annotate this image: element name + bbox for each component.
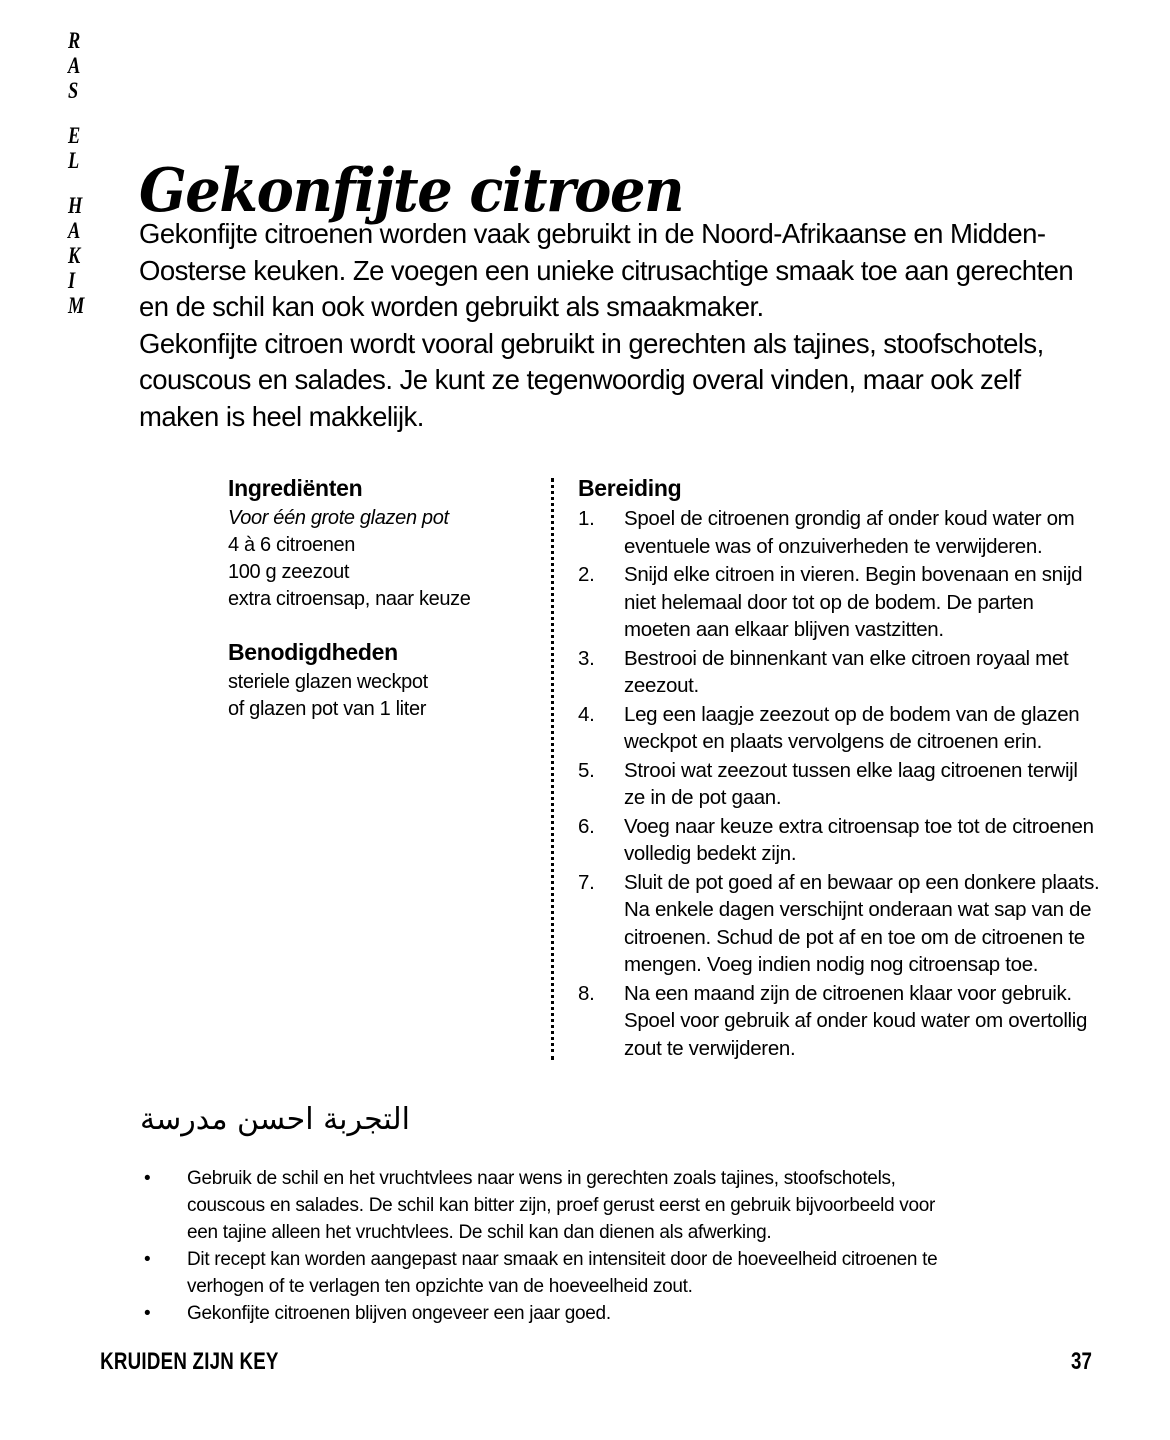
step-text: Voeg naar keuze extra citroensap toe tot de citroenen volledig bedekt zijn. — [624, 814, 1094, 865]
step-number: 7. — [578, 870, 595, 894]
step-text: Leg een laagje zeezout op de bodem van de glazen weckpot en plaats vervolgens de citroenen erin. — [624, 702, 1080, 753]
vertical-label-letter: M — [68, 293, 85, 318]
note-text: Gebruik de schil en het vruchtvlees naar wens in gerechten zoals tajines, stoofschotels, couscous en salades. De schil kan bitter zijn, proef gerust eerst en gebruik bijvoorbeeld voor een tajine alleen het vruchtvlees. De schil kan dan dienen als afwerking. — [187, 1168, 936, 1243]
footer-page-number: 37 — [1070, 1348, 1093, 1375]
equipment-item: steriele glazen weckpot — [228, 671, 428, 693]
step-number: 8. — [578, 981, 595, 1005]
note-text: Dit recept kan worden aangepast naar smaak en intensiteit door de hoeveelheid citroenen te verhogen of te verlagen ten opzichte van de hoeveelheid zout. — [187, 1249, 938, 1297]
ingredients-column — [228, 474, 528, 723]
preparation-step — [578, 645, 1100, 700]
vertical-label-letter: H — [68, 193, 83, 218]
step-number: 2. — [578, 563, 595, 586]
step-number: 1. — [578, 507, 595, 530]
ingredient-item: 4 à 6 citroenen — [228, 534, 356, 556]
page-footer — [75, 1348, 1095, 1376]
preparation-column — [578, 474, 1100, 1063]
intro-paragraph-1: Gekonfijte citroenen worden vaak gebruikt in de Noord-Afrikaanse en Midden-Oosterse keuken. Ze voegen een unieke citrusachtige smaak toe aan gerechten en de schil kan ook worden gebruikt als smaakmaker. — [139, 218, 1074, 322]
vertical-chapter-label — [68, 28, 108, 318]
preparation-step — [578, 980, 1100, 1063]
vertical-label-letter: I — [68, 268, 76, 293]
preparation-step — [578, 869, 1100, 979]
column-divider — [551, 478, 554, 1060]
step-number: 3. — [578, 646, 595, 670]
bullet-icon: • — [144, 1249, 151, 1270]
intro-paragraph-2: Gekonfijte citroen wordt vooral gebruikt in gerechten als tajines, stoofschotels, couscous en salades. Je kunt ze tegenwoordig overal vinden, maar ook zelf maken is heel makkelijk. — [139, 327, 1044, 432]
note-item — [139, 1246, 969, 1300]
equipment-heading: Benodigdheden — [228, 639, 398, 665]
preparation-step — [578, 757, 1100, 812]
step-number: 5. — [578, 758, 595, 782]
step-text: Sluit de pot goed af en bewaar op een donkere plaats. Na enkele dagen verschijnt onderaan wat sap van de citroenen. Schud de pot af en toe om de citroenen te mengen. Voeg indien nodig nog citroensap toe. — [624, 870, 1100, 976]
bullet-icon: • — [144, 1303, 151, 1324]
step-text: Strooi wat zeezout tussen elke laag citroenen terwijl ze in de pot gaan. — [624, 758, 1078, 809]
ingredients-subtitle: Voor één grote glazen pot — [228, 507, 449, 529]
vertical-label-letter: E — [68, 123, 81, 148]
vertical-label-group-2 — [68, 123, 83, 173]
ingredient-item: extra citroensap, naar keuze — [228, 588, 471, 610]
footer-chapter-title: KRUIDEN ZIJN KEY — [100, 1348, 279, 1375]
vertical-label-letter: L — [68, 148, 80, 173]
step-text: Spoel de citroenen grondig af onder koud water om eventuele was of onzuiverheden te verwijderen. — [624, 507, 1075, 558]
page-title: Gekonfijte citroen — [139, 156, 684, 227]
step-text: Bestrooi de binnenkant van elke citroen royaal met zeezout. — [624, 646, 1069, 697]
preparation-steps-list — [578, 505, 1100, 1062]
vertical-label-letter: S — [68, 78, 79, 103]
note-text: Gekonfijte citroenen blijven ongeveer een jaar goed. — [187, 1303, 611, 1324]
arabic-proverb-heading: التجربة احسن مدرسة — [140, 1102, 410, 1137]
note-item — [139, 1165, 969, 1246]
ingredients-heading: Ingrediënten — [228, 475, 363, 501]
vertical-label-letter: K — [68, 243, 81, 268]
notes-list — [139, 1165, 969, 1327]
intro-text — [139, 216, 1084, 435]
preparation-step — [578, 561, 1100, 644]
section-spacer — [228, 613, 528, 638]
step-text: Na een maand zijn de citroenen klaar voor gebruik. Spoel voor gebruik af onder koud water om overtollig zout te verwijderen. — [624, 981, 1088, 1060]
preparation-step — [578, 813, 1100, 868]
vertical-label-letter: A — [68, 53, 81, 78]
step-number: 6. — [578, 814, 595, 838]
vertical-label-letter: A — [68, 218, 81, 243]
step-text: Snijd elke citroen in vieren. Begin bovenaan en snijd niet helemaal door tot op de bodem. De parten moeten aan elkaar blijven vastzitten. — [624, 563, 1083, 641]
preparation-heading: Bereiding — [578, 475, 682, 501]
vertical-label-group-3 — [68, 193, 88, 318]
bullet-icon: • — [144, 1168, 151, 1189]
vertical-label-letter: R — [68, 28, 81, 53]
preparation-step — [578, 505, 1100, 560]
vertical-label-group-1 — [68, 28, 83, 103]
step-number: 4. — [578, 702, 595, 726]
note-item — [139, 1300, 969, 1327]
ingredient-item: 100 g zeezout — [228, 561, 350, 583]
preparation-step — [578, 701, 1100, 756]
equipment-item: of glazen pot van 1 liter — [228, 698, 427, 720]
